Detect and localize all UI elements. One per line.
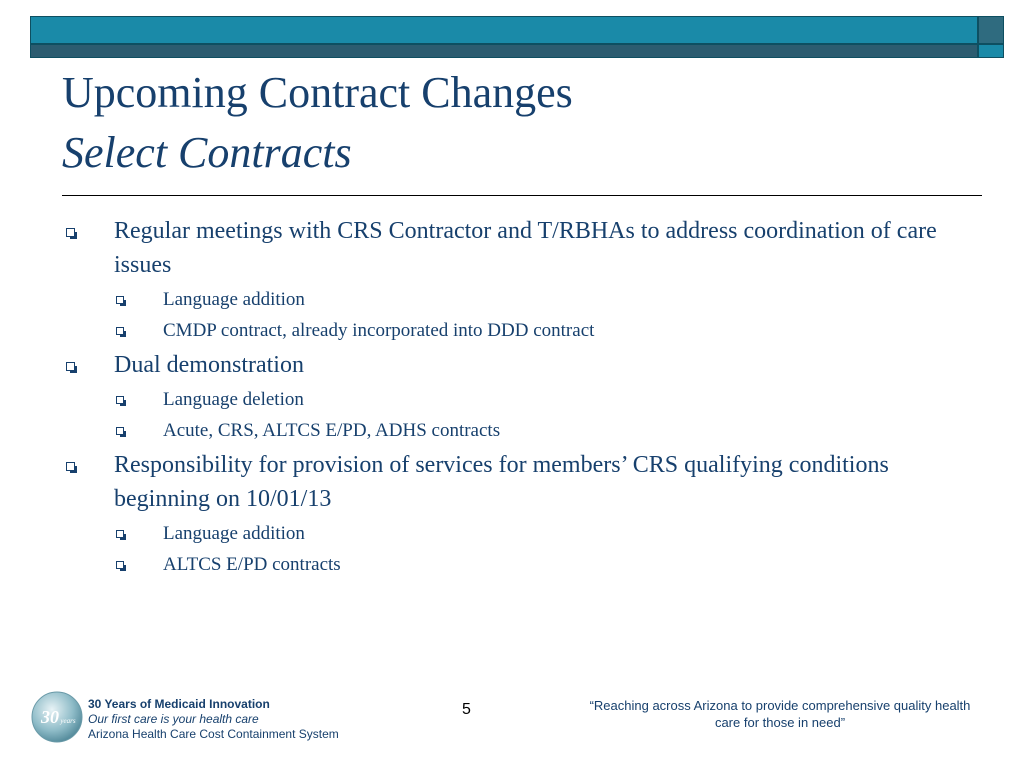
sub-bullet-text: CMDP contract, already incorporated into DDD contract — [163, 320, 595, 341]
bullet-item — [62, 214, 962, 282]
sub-bullet-text: ALTCS E/PD contracts — [163, 554, 341, 575]
square-bullet-icon — [66, 462, 75, 471]
sub-bullet-text: Acute, CRS, ALTCS E/PD, ADHS contracts — [163, 420, 501, 441]
square-bullet-icon — [116, 396, 124, 404]
square-bullet-icon — [66, 228, 75, 237]
sub-bullet-item — [62, 521, 962, 547]
header-bar-lower — [30, 44, 978, 58]
footer-org-name: Arizona Health Care Cost Containment System — [88, 727, 339, 741]
sub-bullet-item — [62, 287, 962, 313]
sub-bullet-item — [62, 552, 962, 578]
30-years-logo — [30, 690, 84, 744]
bullet-item — [62, 348, 962, 382]
sub-bullet-item — [62, 387, 962, 413]
square-bullet-icon — [66, 362, 75, 371]
bullet-list — [62, 210, 962, 578]
square-bullet-icon — [116, 327, 124, 335]
bullet-text: Responsibility for provision of services for members’ CRS qualifying conditions beginning on 10/01/13 — [114, 452, 889, 512]
page-number: 5 — [462, 701, 471, 718]
square-bullet-icon — [116, 530, 124, 538]
footer-left — [88, 697, 339, 742]
square-bullet-icon — [116, 427, 124, 435]
logo-years: years — [60, 717, 76, 725]
header-square-upper — [978, 16, 1004, 44]
sub-bullet-text: Language addition — [163, 523, 305, 544]
slide-title — [62, 66, 573, 180]
sub-bullet-item — [62, 418, 962, 444]
header-square-lower — [978, 44, 1004, 58]
sub-bullet-text: Language deletion — [163, 389, 304, 410]
sub-bullet-text: Language addition — [163, 289, 305, 310]
title-main: Upcoming Contract Changes — [62, 68, 573, 117]
footer-org-tagline: 30 Years of Medicaid Innovation — [88, 697, 270, 711]
header-bar-upper — [30, 16, 978, 44]
square-bullet-icon — [116, 561, 124, 569]
bullet-text: Dual demonstration — [114, 352, 304, 378]
title-divider — [62, 195, 982, 196]
sub-bullet-item — [62, 318, 962, 344]
bullet-text: Regular meetings with CRS Contractor and T/RBHAs to address coordination of care issues — [114, 218, 937, 278]
logo-number: 30 — [41, 707, 59, 727]
footer-slogan: Our first care is your health care — [88, 712, 259, 726]
bullet-item — [62, 448, 962, 516]
footer-quote: “Reaching across Arizona to provide comprehensive quality health care for those in need” — [589, 698, 971, 730]
title-subtitle: Select Contracts — [62, 128, 352, 177]
square-bullet-icon — [116, 296, 124, 304]
